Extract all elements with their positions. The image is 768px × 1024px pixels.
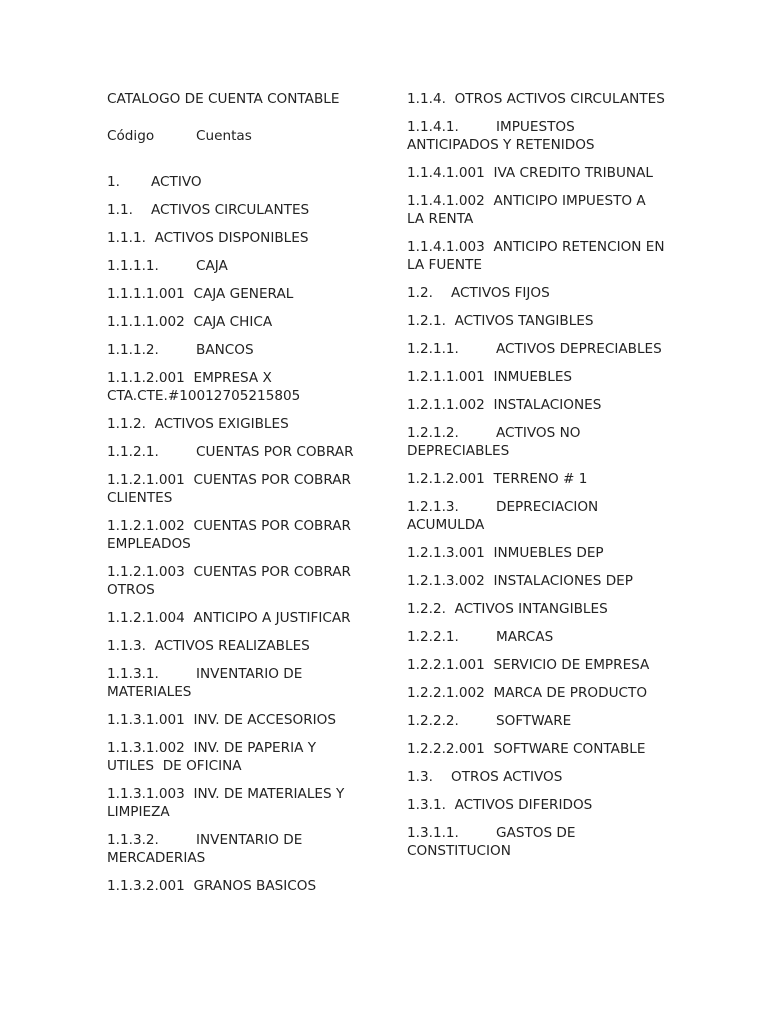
- account-name: INV. DE MATERIALES Y LIMPIEZA: [107, 786, 349, 820]
- header-accounts: Cuentas: [196, 128, 252, 144]
- account-name: INVENTARIO DE MATERIALES: [107, 666, 307, 700]
- account-code: 1.1.: [107, 202, 133, 218]
- account-name: INV. DE ACCESORIOS: [193, 712, 336, 728]
- account-code: 1.: [107, 174, 120, 190]
- account-code: 1.1.2.1.002: [107, 518, 185, 534]
- account-name: CAJA GENERAL: [193, 286, 294, 302]
- column-header: [107, 127, 365, 145]
- account-name: ANTICIPO IMPUESTO A LA RENTA: [407, 193, 651, 227]
- account-name: INV. DE PAPERIA Y UTILES DE OFICINA: [107, 740, 321, 774]
- account-name: MARCAS: [496, 629, 554, 645]
- account-entry: [107, 285, 365, 303]
- account-entry: [407, 498, 667, 534]
- account-code: 1.1.1.1.001: [107, 286, 185, 302]
- account-entry: [107, 369, 365, 405]
- account-entry: [407, 740, 667, 758]
- account-entry: [407, 284, 667, 302]
- account-entry: [107, 517, 365, 553]
- account-name: GRANOS BASICOS: [193, 878, 317, 894]
- account-name: ANTICIPO RETENCION EN LA FUENTE: [407, 239, 669, 273]
- account-code: 1.2.2.1.002: [407, 685, 485, 701]
- account-entry: [107, 711, 365, 729]
- account-code: 1.2.1.3.001: [407, 545, 485, 561]
- account-entry: [107, 609, 365, 627]
- account-code: 1.2.1.3.: [407, 499, 459, 515]
- account-name: CAJA CHICA: [193, 314, 273, 330]
- account-code: 1.2.2.1.: [407, 629, 459, 645]
- account-code: 1.2.2.2.001: [407, 741, 485, 757]
- account-name: INMUEBLES: [493, 369, 573, 385]
- account-entry: [407, 118, 667, 154]
- account-entry: [407, 684, 667, 702]
- account-code: 1.1.3.1.001: [107, 712, 185, 728]
- account-entry: [407, 768, 667, 786]
- document-title: CATALOGO DE CUENTA CONTABLE: [107, 91, 340, 107]
- account-name: CUENTAS POR COBRAR CLIENTES: [107, 472, 356, 506]
- account-code: 1.1.2.1.003: [107, 564, 185, 580]
- account-entry: [407, 544, 667, 562]
- account-entry: [107, 341, 365, 359]
- account-name: TERRENO # 1: [493, 471, 588, 487]
- account-name: ANTICIPO A JUSTIFICAR: [193, 610, 351, 626]
- account-code: 1.3.1.1.: [407, 825, 459, 841]
- account-name: INSTALACIONES: [493, 397, 602, 413]
- account-entry: [107, 831, 365, 867]
- account-entry: [407, 600, 667, 618]
- account-entry: [107, 257, 365, 275]
- account-name: OTROS ACTIVOS: [451, 769, 563, 785]
- account-name: ACTIVOS FIJOS: [451, 285, 550, 301]
- account-name: CUENTAS POR COBRAR EMPLEADOS: [107, 518, 356, 552]
- account-entry: [107, 665, 365, 701]
- account-entry: [107, 201, 365, 219]
- account-code: 1.1.4.: [407, 91, 446, 107]
- account-name: ACTIVOS INTANGIBLES: [454, 601, 608, 617]
- account-code: 1.1.1.2.001: [107, 370, 185, 386]
- account-entry: [407, 712, 667, 730]
- account-code: 1.2.1.2.001: [407, 471, 485, 487]
- account-code: 1.1.1.1.: [107, 258, 159, 274]
- account-entry: [407, 396, 667, 414]
- left-column: [107, 90, 365, 905]
- account-name: IVA CREDITO TRIBUNAL: [493, 165, 653, 181]
- account-code: 1.1.4.1.003: [407, 239, 485, 255]
- account-code: 1.1.1.1.002: [107, 314, 185, 330]
- account-entry: [407, 656, 667, 674]
- right-column: [407, 90, 667, 870]
- account-name: CUENTAS POR COBRAR OTROS: [107, 564, 356, 598]
- account-name: DEPRECIACION ACUMULDA: [407, 499, 603, 533]
- account-name: CAJA: [196, 258, 228, 274]
- account-code: 1.1.4.1.001: [407, 165, 485, 181]
- account-entry: [107, 471, 365, 507]
- account-name: ACTIVOS REALIZABLES: [154, 638, 310, 654]
- account-entry: [107, 637, 365, 655]
- account-name: MARCA DE PRODUCTO: [493, 685, 648, 701]
- account-entry: [407, 238, 667, 274]
- account-entry: [407, 368, 667, 386]
- account-code: 1.1.2.1.001: [107, 472, 185, 488]
- account-entry: [407, 572, 667, 590]
- account-entry: [407, 628, 667, 646]
- account-name: INMUEBLES DEP: [493, 545, 604, 561]
- account-name: GASTOS DE CONSTITUCION: [407, 825, 580, 859]
- account-code: 1.1.3.1.: [107, 666, 159, 682]
- account-code: 1.1.1.: [107, 230, 146, 246]
- account-code: 1.2.2.2.: [407, 713, 459, 729]
- account-entry: [407, 470, 667, 488]
- account-entry: [107, 563, 365, 599]
- account-code: 1.3.: [407, 769, 433, 785]
- account-name: BANCOS: [196, 342, 254, 358]
- account-code: 1.1.1.2.: [107, 342, 159, 358]
- account-name: ACTIVOS EXIGIBLES: [154, 416, 289, 432]
- account-name: ACTIVOS DIFERIDOS: [454, 797, 593, 813]
- account-name: ACTIVOS TANGIBLES: [454, 313, 594, 329]
- account-code: 1.1.2.: [107, 416, 146, 432]
- account-entry: [407, 424, 667, 460]
- account-code: 1.3.1.: [407, 797, 446, 813]
- right-entries-list: [407, 90, 667, 860]
- account-entry: [407, 312, 667, 330]
- account-name: OTROS ACTIVOS CIRCULANTES: [454, 91, 665, 107]
- account-code: 1.2.1.3.002: [407, 573, 485, 589]
- account-code: 1.2.: [407, 285, 433, 301]
- account-entry: [107, 415, 365, 433]
- account-code: 1.2.1.1.001: [407, 369, 485, 385]
- account-entry: [107, 173, 365, 191]
- account-entry: [107, 785, 365, 821]
- account-code: 1.2.1.: [407, 313, 446, 329]
- account-code: 1.2.2.1.001: [407, 657, 485, 673]
- account-name: ACTIVOS NO DEPRECIABLES: [407, 425, 585, 459]
- account-code: 1.2.1.1.: [407, 341, 459, 357]
- account-name: ACTIVOS DISPONIBLES: [154, 230, 309, 246]
- account-code: 1.1.4.1.002: [407, 193, 485, 209]
- account-code: 1.1.3.1.003: [107, 786, 185, 802]
- account-entry: [107, 229, 365, 247]
- account-code: 1.1.2.1.: [107, 444, 159, 460]
- account-entry: [107, 313, 365, 331]
- left-entries-list: [107, 173, 365, 895]
- account-code: 1.1.2.1.004: [107, 610, 185, 626]
- account-code: 1.1.3.2.: [107, 832, 159, 848]
- account-code: 1.1.3.1.002: [107, 740, 185, 756]
- account-name: IMPUESTOS ANTICIPADOS Y RETENIDOS: [407, 119, 595, 153]
- header-code: Código: [107, 128, 155, 144]
- account-name: SOFTWARE CONTABLE: [493, 741, 646, 757]
- account-entry: [107, 443, 365, 461]
- account-name: SERVICIO DE EMPRESA: [493, 657, 650, 673]
- account-code: 1.2.1.1.002: [407, 397, 485, 413]
- account-entry: [407, 796, 667, 814]
- account-code: 1.2.2.: [407, 601, 446, 617]
- account-code: 1.2.1.2.: [407, 425, 459, 441]
- account-entry: [407, 824, 667, 860]
- account-name: CUENTAS POR COBRAR: [196, 444, 354, 460]
- account-name: ACTIVO: [151, 174, 202, 190]
- account-name: INVENTARIO DE MERCADERIAS: [107, 832, 307, 866]
- account-entry: [107, 877, 365, 895]
- account-name: EMPRESA X CTA.CTE.#10012705215805: [107, 370, 301, 404]
- account-entry: [407, 340, 667, 358]
- account-name: SOFTWARE: [496, 713, 572, 729]
- account-entry: [107, 739, 365, 775]
- account-code: 1.1.3.2.001: [107, 878, 185, 894]
- account-name: INSTALACIONES DEP: [493, 573, 633, 589]
- account-name: ACTIVOS CIRCULANTES: [151, 202, 310, 218]
- account-entry: [407, 192, 667, 228]
- account-code: 1.1.4.1.: [407, 119, 459, 135]
- account-entry: [407, 164, 667, 182]
- account-code: 1.1.3.: [107, 638, 146, 654]
- account-entry: [407, 90, 667, 108]
- account-name: ACTIVOS DEPRECIABLES: [496, 341, 662, 357]
